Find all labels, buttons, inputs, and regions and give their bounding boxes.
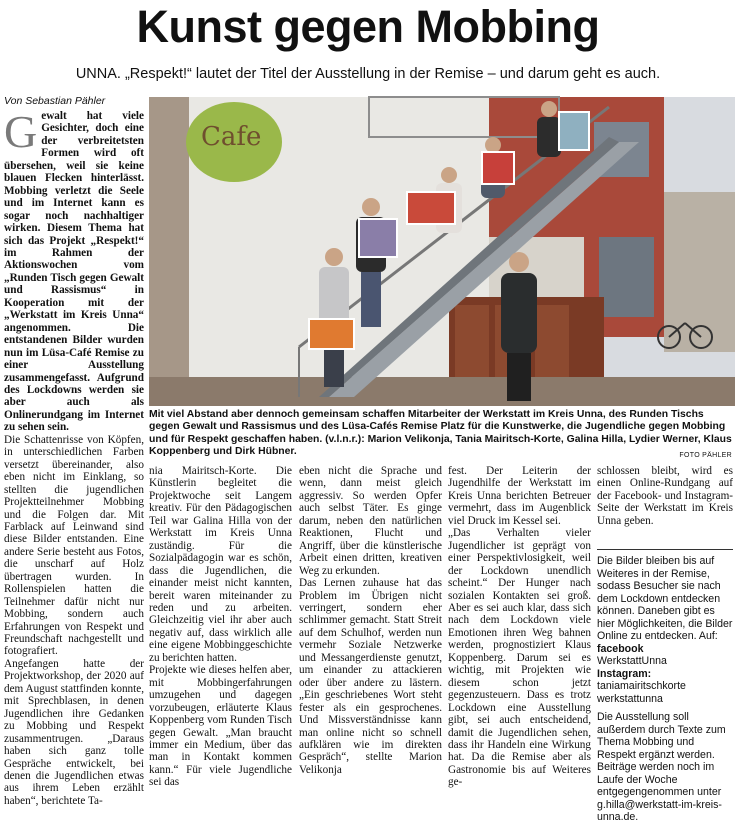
article-column-1 xyxy=(4,106,144,807)
instagram-label: Instagram: xyxy=(597,667,652,680)
info-paragraph: Die Bilder bleiben bis auf Weiteres in der Remise, sodass Besucher sie nach dem Lockdown entdecken können. Daneben gibt es hier Möglichkeiten, die Bilder Online zu entdecken. Auf: xyxy=(597,555,733,642)
article-column-5 xyxy=(597,465,733,545)
paragraph xyxy=(4,106,144,434)
article-column-4 xyxy=(448,465,591,800)
instagram-handle: taniamairitschkorte werkstattunna xyxy=(597,680,686,705)
paragraph: Angefangen hatte der Projektworkshop, der 2020 auf dem August stattfinden konnte, mit Sprechblasen, in denen Jugendlichen ihre Gedanken zu Mobbing und Respekt zusammentrugen. „Daraus haben sich ganz tolle Gespräche entwickelt, bei denen die Jugendlichen etwas aus ihrem Leben erzählt haben“, berichtete Ta- xyxy=(4,657,144,807)
photo-caption: Mit viel Abstand aber dennoch gemeinsam schaffen Mitarbeiter der Werkstatt im Kreis Unna, des Runden Tischs gegen Gewalt und Rassismus und des Lüsa-Cafés Remise Platz für die Kunstwerke, die Jugendliche gegen Mobbing und für Respekt geschaffen haben. (v.l.n.r.): Marion Velikonja, Tania Mairitsch-Korte, Galina Hilla, Lydier Werner, Klaus Koppenberg und Dirk Hübner. xyxy=(149,409,732,458)
paragraph: Die Schattenrisse von Köpfen, in unterschiedlichen Farben versetzt übereinander, also eben nicht im Einklang, so stellten die jugendlichen Projektteilnehmer Mobbing und die Folgen dar. Mit Farblack auf Leinwand sind diese Bilder entstanden. Eine andere Serie besteht aus Fotos, die unscharf auf Holz übertragen wurden. In Rollenspielen hatten die Teilnehmer dafür nicht nur Mobbing, sondern auch Erfahrungen von Respekt und Freundschaft nachgestellt und fotografiert. xyxy=(4,433,144,658)
paragraph: Das Lernen zuhause hat das Problem im Übrigen nicht verringert, sondern eher schlimmer gemacht. Statt Streit auf dem Schulhof, werden nun vermehr Soziale Netzwerke und Messangerdienste genutzt, um einander zu attackieren oder über andere zu lästern. „Ein geschriebenes Wort steht fester als ein gesprochenes. Und Missverständnisse kann man online nicht so schnell aufklären wie im direkten Gespräch“, stellte Marion Velikonja xyxy=(299,577,442,776)
info-box xyxy=(597,555,733,824)
facebook-label: facebook xyxy=(597,642,644,655)
cafe-sign-text: Cafe xyxy=(201,122,262,152)
paragraph: „Das Verhalten vieler Jugendlicher ist geprägt von einer Perspektivlosigkeit, weil der Lockdown unendlich scheint.“ Der Hunger nach sozialen Kontakten sei groß. Aber es sei auch klar, dass sich nach dem Lockdown viele Emotionen ihren Weg bahnen werden, prognostiziert Klaus Koppenberg. Darum sei es wichtig, mit Projekten wie diesem schon jetzt gegenzusteuern. Dass es trotz Lockdown eine Ausstellung gibt, sei auch entscheidend, damit die Jugendlichen sehen, dass ihr Handeln eine Wirkung hat. Da die Remise aber als Gastronomie bis auf Weiteres ge- xyxy=(448,527,591,789)
lead-paragraph: ewalt hat viele Gesichter, doch eine der verbreitetsten Formen wird oft übersehen, weil sie keine blauen Flecken hinterlässt. Mobbing verletzt die Seele und im Internet kann es sogar noch nachhaltiger wirken. Diesem Thema hat sich das Projekt „Respekt!“ im Rahmen der Aktionswochen vom „Runden Tisch gegen Gewalt und Rassismus“ in Kooperation mit der „Werkstatt im Kreis Unna“ angenommen. Die entstandenen Bilder wurden nun im Lüsa-Café Remise zu einer Ausstellung zusammengefasst. Aufgrund des Lockdowns werden sie aber auch als Onlinerundgang im Internet zu sehen sein. xyxy=(4,110,144,434)
paragraph: Projekte wie dieses helfen aber, mit Mobbingerfahrungen umzugehen und dagegen vorzubeugen, erläuterte Klaus Koppenberg vom Runden Tisch gegen Gewalt. „Man braucht immer ein Medium, über das man in Kontakt kommen kann.“ Für viele Jugendliche sei das xyxy=(149,664,292,789)
headline: Kunst gegen Mobbing xyxy=(136,1,600,52)
paragraph: schlossen bleibt, wird es einen Online-Rundgang auf der Facebook- und Instagram-Seite der Werkstatt im Kreis Unna geben. xyxy=(597,465,733,527)
paragraph: fest. Der Leiterin der Jugendhilfe der Werkstatt im Kreis Unna berichten Betreuer vermehrt, dass im Augenblick viel Druck im Kessel sei. xyxy=(448,465,591,527)
paragraph: eben nicht die Sprache und wenn, dann meist gleich aggressiv. So werden Opfer auch selbst Täter. Es ginge darum, neben den natürlichen Reaktionen, Flucht und Angriff, über die künstlerische Arbeit einen dritten, kreativen Weg zu erkunden. xyxy=(299,465,442,577)
article-column-3 xyxy=(299,465,442,800)
info-paragraph-2: Die Ausstellung soll außerdem durch Texte zum Thema Mobbing und Respekt ergänzt werden. Beiträge werden noch im Laufe der Woche entgegengenommen unter g.hilla@werkstatt-im-kreis-unna.de. xyxy=(597,711,726,823)
photo-credit: FOTO PÄHLER xyxy=(679,452,732,459)
byline: Von Sebastian Pähler xyxy=(4,95,106,107)
subheadline: UNNA. „Respekt!“ lautet der Titel der Ausstellung in der Remise – und darum geht es auch. xyxy=(75,66,661,82)
article-photo xyxy=(149,97,735,406)
photo-illustration xyxy=(149,97,735,406)
article-column-2 xyxy=(149,465,292,800)
facebook-handle: WerkstattUnna xyxy=(597,655,667,667)
drop-cap: G xyxy=(4,106,38,157)
sidebar-rule xyxy=(597,549,733,550)
paragraph: nia Mairitsch-Korte. Die Künstlerin begleitet die Projektwoche seit Langem kreativ. Für den Pädagogischen Teil war Galina Hilla von der Werkstatt im Kreis Unna zuständig. Für die Sozialpädagogin war es schön, dass die Jugendlichen, die einander meist nicht kannten, bereit waren miteinander zu reden und zu arbeiten. Gleichzeitig viel ihr aber auch negativ auf, dass wirklich alle eine eigene Mobbinggeschichte zu berichten hatten. xyxy=(149,465,292,664)
